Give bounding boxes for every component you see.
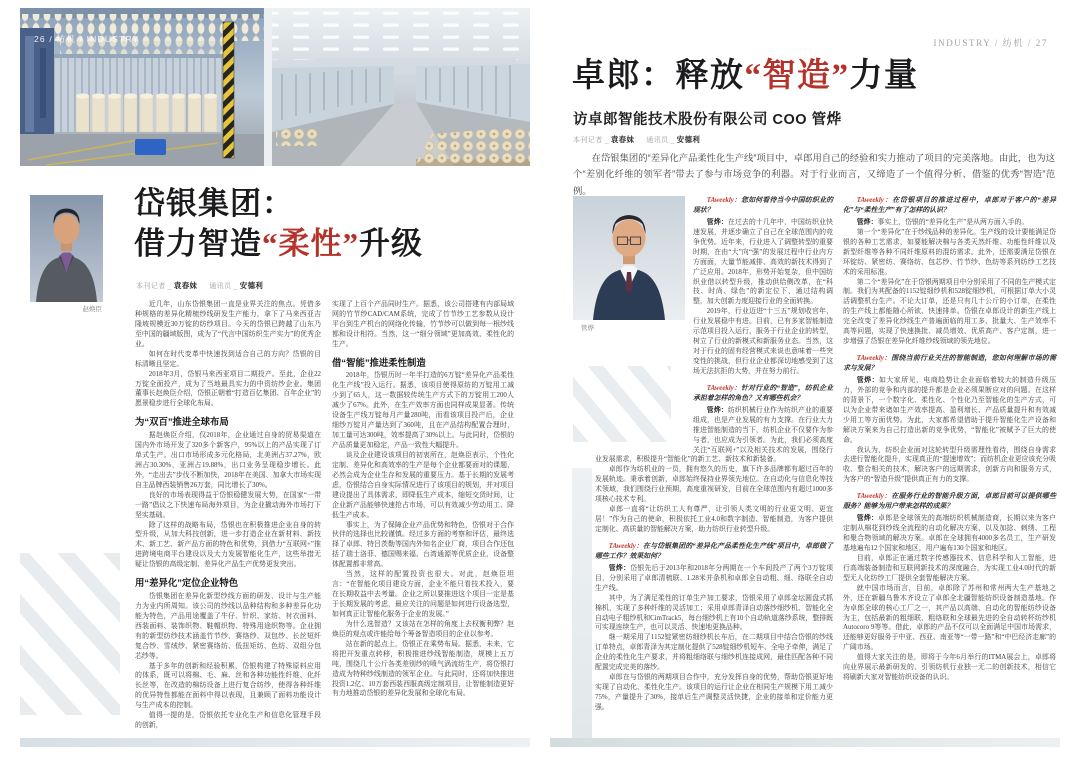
byline-name: 袁春妹 <box>173 281 198 290</box>
paragraph: 当然，这样的配置投资也很大。对此，赵焕臣坦言：“在智能化项目建设方面，企业不能只看技术投入，要在长期收益中去考量。企业之所以要推进这个项目一定是基于长期发展的考虑，最应关注的问题是如何进行设备选型，如何真正让智能化服务于企业的发展。” <box>332 571 514 618</box>
paragraph: 第二个“差异化”在于岱银两期项目中分别采用了不同的生产模式定制。我们为其配备的1152锭细纱机和528锭细纱机，可根据订单大小灵活调整机台生产。不论大订单，还是只有几十公斤的小订单，在柔性的生产线上都能随心所欲、快速排单。岱银在卓郎设计的新生产线上完全改变了差异化纱线生产普遍面临的用工多、批量大、生产效率不高等问题，实现了快速换批、减员增效、优质高产、客户定制，进一步增强了岱银在差异化纤维纱线领域的领先地位。 <box>843 278 1056 346</box>
article-intro: 在岱银集团的“差异化产品柔性化生产线”项目中，卓郎用自己的经验和实力推动了项目的完美落地。由此，也为这个“差别化纤维的领军者”带去了参与市场竞争的利器。对于行业而言，又缔造了一个值得分析、借鉴的优秀“智造”范例。 <box>573 153 1055 196</box>
title-line2-end: 升级 <box>359 225 423 261</box>
interview-question: TAweekly：在与岱银集团的“差异化产品柔性化生产线”项目中，卓郎做了哪些工作？效果如何？ <box>595 542 834 560</box>
speaker-label: 管烨： <box>856 218 878 226</box>
factory-photo <box>20 8 530 166</box>
paragraph: 值得一提的是，岱银依托专业化生产和信息化管理手段的创新， <box>135 712 321 730</box>
paragraph: 目前，卓郎正在通过数字传感器技术、信息科学和人工智能，进行高端装备制造和互联网新技术的深度融合，为实现工业4.0时代的新型无人化纺纱工厂提供全套智能解决方案。 <box>843 554 1056 582</box>
paragraph: 事实上，为了保障企业产品优势和特色，岱银对于合作伙伴的选择也比较谨慎。经过多方面的考察和评估，最终选择了卓郎、特吕茨勒等国内外知名企业厂商，项目合作还包括了瑞士洛菲、德国赐来福、台湾通源等优质企业，设备整体配置都非常高。 <box>332 521 514 569</box>
portrait-caption: 管烨 <box>581 325 594 332</box>
title-line1: 岱银集团： <box>134 186 294 221</box>
paragraph: 就中国市场而言，目前，卓郎除了苏州和常州两大生产基地之外，还在新疆乌鲁木齐设立了卓郎全北疆智能纺织设备制造基地。作为卓郎全球的核心工厂之一，其产品以高端、自动化的智能纺纱设备为主，包括最新的粗细联、粗络联和全球最先进的全自动转杯纺纱机Autocoro 9等等。借此，卓郎的产品不仅可以全面满足中国市场需求，还能够更好服务于中亚、西亚、南亚等“一带一路”和“中巴经济走廊”的广阔市场。 <box>843 584 1056 652</box>
paragraph: 为什么选智造？又该站在怎样的角度上去权衡利弊？赵焕臣的观点或许能给每个筹备智造项目的企业以参考。 <box>332 620 514 638</box>
interviewer-label: TAweekly： <box>706 384 742 392</box>
interviewer-label: TAweekly： <box>706 197 742 204</box>
left-portrait <box>30 195 103 313</box>
interviewer-label: TAweekly： <box>856 493 892 501</box>
byline: 本刊记者 _ 袁春妹 通讯员 _ 安德利 <box>573 135 701 144</box>
portrait-caption: 赵焕臣 <box>82 306 102 313</box>
left-column-1 <box>135 300 321 730</box>
footer-band <box>550 738 1060 747</box>
paragraph: 除了这样的战略布局，岱银也在积极推进企业自身的转型升级，从加大科技创新，进一步打造企业在新材料、新技术、新工艺、新产品方面的特色和优势，到借力“互联网+”推进跨境电商平台建设以及大力发展智能化生产，这些举措无疑让岱银的高级定制、差异化产品生产优势更发突出。 <box>135 521 321 569</box>
interview-question: TAweekly：在岱银项目的推进过程中，卓郎对于客户的“差异化”与“柔性生产”有了怎样的认识？ <box>843 197 1056 214</box>
paragraph: 卓郎作为纺机业的一员，拥有悠久的历史，旗下许多品牌都有超过百年的发展轨迹。秉承着创新，卓郎始终保持业界领先地位。在自动化与信息化等技术领域，我们围绕行业预期，高度重视研发，目前在全球范围内有超过1000多项核心技术专利。 <box>595 466 833 504</box>
decor-stripes <box>20 553 120 715</box>
paragraph: 据赵焕臣介绍，仅2018年，企业通过自身的贸易渠道在国内外市场开发了320多个新客户，95%以上的产品实现了订单式生产。出口市场形成多元化格局，北美洲占37.27%，欧洲占30.30%，亚洲占19.88%，出口业务呈现稳步增长。此外，“走出去”步伐不断加快，2018年在美国、加拿大市场实现自主品牌西装销售26万套，同比增长了30%。 <box>135 432 321 489</box>
paragraph: 近几年，山东岱银集团一直是业界关注的焦点。凭借多种规格的差异化精梳纱线研发生产能力，拿下了马来西亚吉隆坡规模近30万锭的纺纱项目。今天的岱银已跨越了山东乃至中国的疆域版图，成为了“代言中国纺织生产实力”的优秀企业。 <box>135 301 321 348</box>
left-folio: 26 / 纺机 / INDUSTRY <box>34 34 140 44</box>
title-post: 力量 <box>849 58 919 94</box>
paragraph: 谈及企业建设该项目的初衷所在，赵焕臣表示，个性化定制、差异化和高效率的生产是每个企业都要面对的课题，必然会成为企业生存和发展的重要压力。基于长期的发展考虑，岱银结合自身实际情况进行了该项目的规划，并对项目建设提出了具体需求，即降低生产成本，缩短交货时间，让企业新产品能够快速抢占市场，可以有效减少劳动用工、降低生产成本。 <box>332 451 514 519</box>
interview-answer: 管烨：在过去的十几年中，中国纺织业快速发展，并逐步确立了自己在全球范围内的竞争优势。近年来，行业进入了调整转型的重要时期，在由“大”向“强”的发展过程中行业内方方面面，大量节能减排、高效的新技术得到了广泛应用。2018年，形势开始复杂，但中国纺织业借以转型升级，推动供给侧改革，在“科技、时尚、绿色”的新定位下，通过结构调整，加大创新力度迎接行业的全面转换。 <box>693 218 834 306</box>
page-header-folio: INDUSTRY / 纺机 / 27 <box>933 38 1048 48</box>
paragraph: 良好的市场表现得益于岱银稳健发展大势，在国家“一带一路”倡议之下快速布局海外项目，为企业撬动海外市场打下坚实基础。 <box>135 491 321 519</box>
interview-answer: 管烨：事实上，岱银的“差异化生产”是从两方面入手的。 <box>856 218 1029 226</box>
paragraph: 岱银集团在差异化新型纱线方面的研发、设计与生产能力为业内所周知。该公司的纱线以品种结构和多种差异化功能为特色，产品用途覆盖了牛仔、针织、家纺、衬衣面料、西装面料、装饰织物、鞋帽织物、特殊用途织物等。企业拥有的新型纺纱技术涵盖竹节纱、赛络纱、双包纱、长丝短纤复合纱、雪绒纱、紧密赛络纺、低扭矩纺、色纺、双组分包芯纱等。 <box>135 592 321 660</box>
byline-role: 本刊记者 <box>573 137 603 144</box>
speaker-label: 管烨： <box>608 564 631 572</box>
left-article-header <box>134 184 526 263</box>
interviewer-label: TAweekly： <box>856 355 892 363</box>
paragraph: 2018年3月，岱银马来西亚项目二期投产。至此，企业22万锭全面投产，成为了当地最具实力的中资纺纱企业。集团董事长赵焕臣介绍，岱银正朝着“打造百亿集团、百年企业”的愿景稳步进行全球化布局。 <box>135 370 321 408</box>
paragraph: 2018年，岱银历时一年半打造的6万锭“差异化产品柔性化生产线”投入运行。据悉，该项目使得原纺的万锭用工减少到了65人，这一数据较传统生产方式下的万锭用工200人减少了67%。此外，在生产效率方面也同样成果显著。传统设备生产线万锭每月产量280吨，而看该项目投产后，企业细纱万锭月产量达到了360吨，且在产品结构配置合理时，加工量可达300吨，效率提高了30%以上。与此同时，岱银的产品质量更加稳定，产品一致性大幅提升。 <box>332 372 514 449</box>
section-heading: 用“差异化”定位企业特色 <box>135 577 239 589</box>
interview-question: TAweekly：您如何看待当今中国纺织业的现状？ <box>693 197 834 214</box>
interview-answer: 管烨：岱银先后于2013年和2018年分两期在一个车间投产了两个3万锭项目，分别采用了卓郎清梳联、1.28米并条机和卓郎全自动粗、细、络联全自动生产线。 <box>595 564 834 592</box>
speaker-label: 管烨： <box>706 406 728 414</box>
interview-question: TAweekly：在服务行业的智能升级方面，卓郎目前可以提供哪些服务？能够为用户带来怎样的成果？ <box>843 493 1056 511</box>
page-title <box>134 184 526 263</box>
interviewer-label: TAweekly： <box>856 197 893 204</box>
right-page <box>550 8 1060 752</box>
section-heading: 为“双百”推进全球布局 <box>135 416 229 428</box>
page-title <box>572 58 919 94</box>
byline-name: 安德利 <box>676 135 701 144</box>
section-heading: 借“智能”推进柔性制造 <box>332 356 426 368</box>
paragraph: 继一期采用了1152锭紧密纺细纱机长车后，在二期项目中结合岱银的纱线订单特点，卓郎青泽为其定制化提供了528锭细纱机短车、全电子牵伸，满足了企业的柔性化生产要求，并将粗细络联与细纱机连接成网，最佳匹配各种不同配置完成完美的落纱。 <box>595 634 833 672</box>
interview-answer: 管烨：如大家所见，电商趋势让企业面临着较大的制造升级压力，外部的竞争和内部的提升都是企业必须果断应对的问题。在这样的背景下，一个数字化、柔性化、个性化乃至智能化的生产方式，可以为企业带来诸如生产效率提高、盈利增长、产品质量提升和有效减少用工等方面优势。为此，大家都希望借助于提升智能化生产设备和解决方案来为自己打造出新的竞争优势，“智能化”被赋予了巨大的使命。 <box>843 376 1057 444</box>
interviewer-label: TAweekly： <box>608 542 644 550</box>
paragraph: 值得大家关注的是，即将于今年6月举行的ITMA展会上，卓郎将向业界展示最新研发的、引领纺机行业独一无二的创新技术，相信它将刷新大家对智能纺织设备的认识。 <box>843 654 1056 682</box>
right-column-1 <box>595 196 833 742</box>
footer-band <box>20 738 530 747</box>
right-column-2 <box>843 196 1056 742</box>
title-pre: 卓郎：释放 <box>572 58 745 94</box>
portrait-wrap-spacer <box>595 196 685 448</box>
paragraph: 实现了上百个产品同时生产。据悉，该公司搭建有内部局域网的竹节纱CAD/CAM系统，完成了竹节纱工艺参数从设计平台到生产机台的网络化传输，竹节纱可以做到每一根纱线都和设计相符。当然，这一“细分领域”更加高效、柔性化的生产。 <box>332 301 514 348</box>
paragraph: 我认为，纺织企业面对这轮转型升级需理性看待，围绕自身需求去进行智能化提升，实现真正的“提速增效”；而纺机企业更应该充分吸收、整合相关的技术，解决客户的远期需求，创新方向和服务方式，为客户的“智造升级”提供真正有力的支撑。 <box>843 446 1056 484</box>
left-column-2 <box>332 300 514 710</box>
paragraph: 如何在时代变革中快速找到适合自己的方向？岱银的目标清晰且坚定。 <box>135 350 321 368</box>
paragraph: 其中，为了满足柔性的订单生产加工要求，岱银采用了卓郎金坛圆盘式抓棉机，实现了多种纤维的灵活加工；采用卓郎青泽自动落纱细纱机、智能化全自动电子粗纱机和CimTrack5，每台细纱机上有10个自动轨道落纱系统，整排既可实现连续生产，也可以灵活、快速地更换品种。 <box>595 594 833 632</box>
interview-question: TAweekly：围绕当前行业关注的智能制造，您如何理解市场的需求与发展？ <box>843 355 1056 372</box>
title-line2: 借力智造 <box>134 225 262 261</box>
paragraph: 基于多年的创新和经验积累，岱银构建了特殊原料应用的体系，既可以将棉、毛、麻、丝和各种功能性纤维、化纤长丝等，在改造的棉纺设备上进行复合纺纱，使得各种纤维的优异特性都能在面料中得以表现，且兼顾了面料功能设计与生产成本的控制。 <box>135 662 321 710</box>
title-accent: “柔性” <box>262 225 359 261</box>
paragraph: 2019年，行业迈进“十三五”规划收官年，行业发展稳中有进。目前，已有多家智能制造示范项目投入运行，服务于行业企业的转型，树立了行业的新模式和新服务业态。当然，这对于行业的固有经营模式来说也意味着一些突变性的挑战，但行业企业都深切地感受到了这场无法抗拒的大势，并在努力前行。 <box>693 308 833 375</box>
article-subtitle: 访卓郎智能技术股份有限公司 COO 管烨 <box>573 112 842 128</box>
portrait-photo <box>30 195 103 302</box>
left-page <box>20 8 530 752</box>
byline-name: 袁春妹 <box>610 135 635 144</box>
byline-role: 通讯员 <box>209 283 232 290</box>
interview-answer: 管烨：卓郎是全球领先的高端纺织机械制造商，长期以来为客户定制从棉花到纱线全流程的自动化解决方案，以及加捻、刺绣、工程和聚合物领域的解决方案。卓郎在全球拥有4000多名员工，生产研发基地遍布12个国家和地区，用户遍布130个国家和地区。 <box>843 515 1057 552</box>
speaker-label: 管烨： <box>856 515 879 523</box>
interview-question: TAweekly：针对行业的“智造”，纺机企业承担着怎样的角色？又有哪些机会？ <box>693 384 833 402</box>
paragraph: 站在新的起点上，岱银正在乘势布局。据悉，未来，它将把开发重点转移，积极推进纱线智能制造，规模上五万吨，围绕几十公斤各类差别纱的喷气涡流纺生产，将岱银打造成为特种纱线制造的领军企业。与此同时，还将加快推进投资1.2亿、10万套西装西服高级定制项目，让智能制造更好有力地推动岱银的差异化发展和全球化布局。 <box>332 640 514 698</box>
byline-role: 本刊记者 <box>136 283 166 290</box>
speaker-label: 管烨： <box>856 376 879 384</box>
paragraph: 卓郎一直将“让纺织工人有尊严，让引领人类文明的行业更文明、更宜居！”作为自己的使命，积极依托工业4.0和数字制造、智能制造，为客户提供定制化、高质量的智能解决方案，助力纺织行业转型升级。 <box>595 506 833 533</box>
byline-role: 通讯员 <box>646 137 669 144</box>
byline: 本刊记者 _ 袁春妹 通讯员 _ 安德利 <box>136 281 264 290</box>
title-accent: “智造” <box>744 58 850 94</box>
speaker-label: 管烨： <box>706 218 728 226</box>
interview-answer: 管烨：纺织机械行业作为纺织产业的重要组成，也是产业发展的有力支撑。在行业大力推进智能制造的当下，纺机企业不仅要作为参与者，也应成为引领者。为此，我们必须高度关注“互联网+”以及相关技术的发展，围绕行业发展需求，积极提升“智能化”的新工艺、新技术和新装备。 <box>595 406 834 464</box>
paragraph: 第一个“差异化”在于纱线品种的差异化。生产线的设计要能满足岱银的各种工艺需求，如要能解决棉与各类天然纤维、功能性纤维以及新型纤维等各种不同纤维原料的混纺需求。此外，还需要满足岱银在环锭纺、紧密纺、赛络纺、包芯纱、竹节纱、色纺等系列纺纱工艺技术的采用标准。 <box>843 228 1056 276</box>
decor-strip <box>572 468 592 740</box>
byline-name: 安德利 <box>239 281 264 290</box>
paragraph: 卓郎在与岱银的两期项目合作中，充分发挥自身的优势，帮助岱银更好地实现了自动化、柔性化生产。该项目的运行让企业在相同生产规模下用工减少75%，产量提升了30%，接单后生产调整灵活快捷，企业的接单和定价能力更强。 <box>595 674 833 711</box>
